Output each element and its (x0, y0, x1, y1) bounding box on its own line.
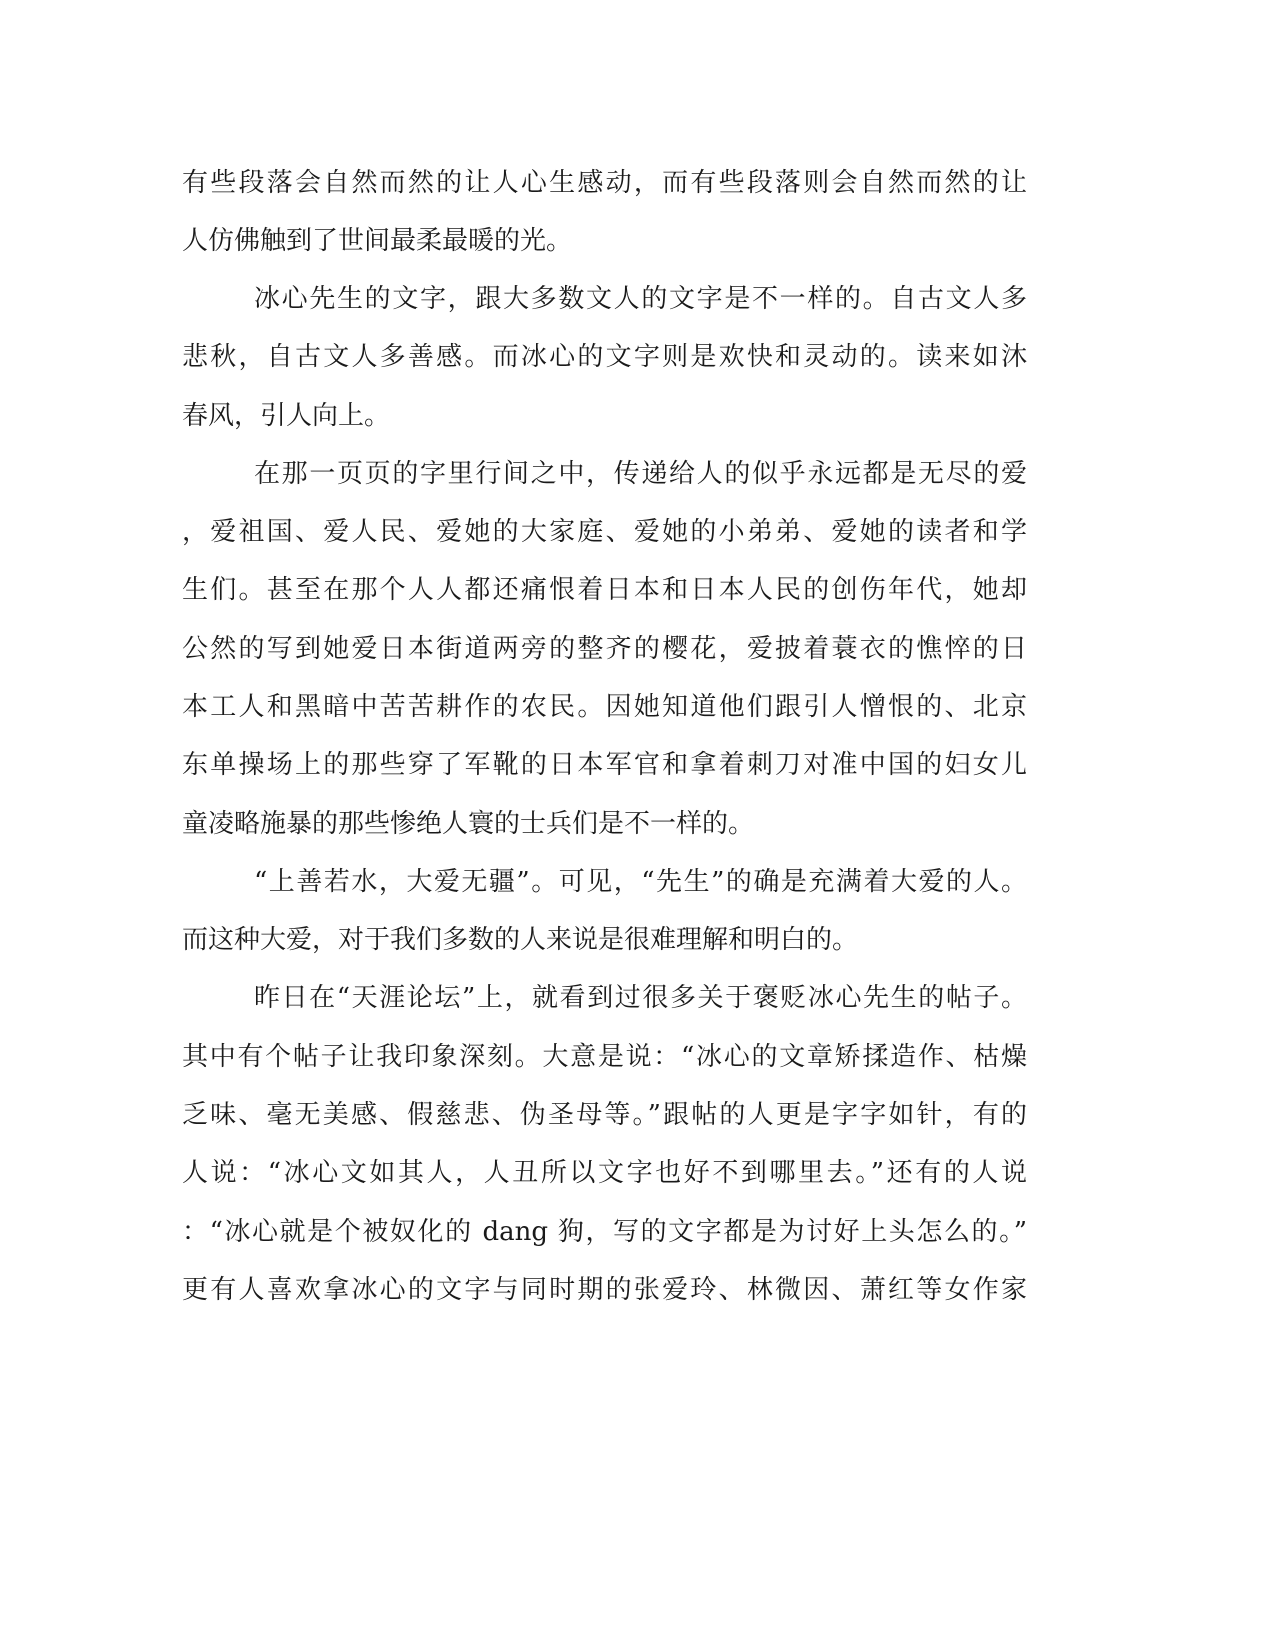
paragraph-first-line: 冰心先生的文字，跟大多数文人的文字是不一样的。自古文人多 (254, 284, 1027, 314)
text-line: 乏味、毫无美感、假慈悲、伪圣母等。”跟帖的人更是字字如针，有的 (182, 1100, 1027, 1130)
text-line: 本工人和黑暗中苦苦耕作的农民。因她知道他们跟引人憎恨的、北京 (182, 692, 1027, 722)
text-line: 人仿佛触到了世间最柔最暖的光。 (182, 226, 573, 256)
text-line: 其中有个帖子让我印象深刻。大意是说：“冰心的文章矫揉造作、枯燥 (182, 1042, 1027, 1072)
text-line: 公然的写到她爱日本街道两旁的整齐的樱花，爱披着蓑衣的憔悴的日 (182, 634, 1027, 664)
text-line: 悲秋，自古文人多善感。而冰心的文字则是欢快和灵动的。读来如沐 (182, 342, 1027, 372)
text-line: 童凌略施暴的那些惨绝人寰的士兵们是不一样的。 (182, 809, 755, 839)
paragraph-first-line: 在那一页页的字里行间之中，传递给人的似乎永远都是无尽的爱 (254, 459, 1027, 489)
text-line: ，爱祖国、爱人民、爱她的大家庭、爱她的小弟弟、爱她的读者和学 (182, 517, 1027, 547)
text-line: 生们。甚至在那个人人都还痛恨着日本和日本人民的创伤年代，她却 (182, 575, 1027, 605)
text-line: 而这种大爱，对于我们多数的人来说是很难理解和明白的。 (182, 925, 859, 955)
text-line: 人说：“冰心文如其人，人丑所以文字也好不到哪里去。”还有的人说 (182, 1158, 1027, 1188)
text-line: 春风，引人向上。 (182, 401, 391, 431)
text-line: 有些段落会自然而然的让人心生感动，而有些段落则会自然而然的让 (182, 168, 1027, 198)
text-line: 东单操场上的那些穿了军靴的日本军官和拿着刺刀对准中国的妇女儿 (182, 750, 1027, 780)
paragraph-first-line: 昨日在“天涯论坛”上，就看到过很多关于褒贬冰心先生的帖子。 (254, 983, 1027, 1013)
text-line: 更有人喜欢拿冰心的文字与同时期的张爱玲、林微因、萧红等女作家 (182, 1275, 1027, 1305)
text-line: ：“冰心就是个被奴化的 dang 狗，写的文字都是为讨好上头怎么的。” (182, 1217, 1027, 1247)
paragraph-first-line: “上善若水，大爱无疆”。可见，“先生”的确是充满着大爱的人。 (254, 867, 1027, 897)
